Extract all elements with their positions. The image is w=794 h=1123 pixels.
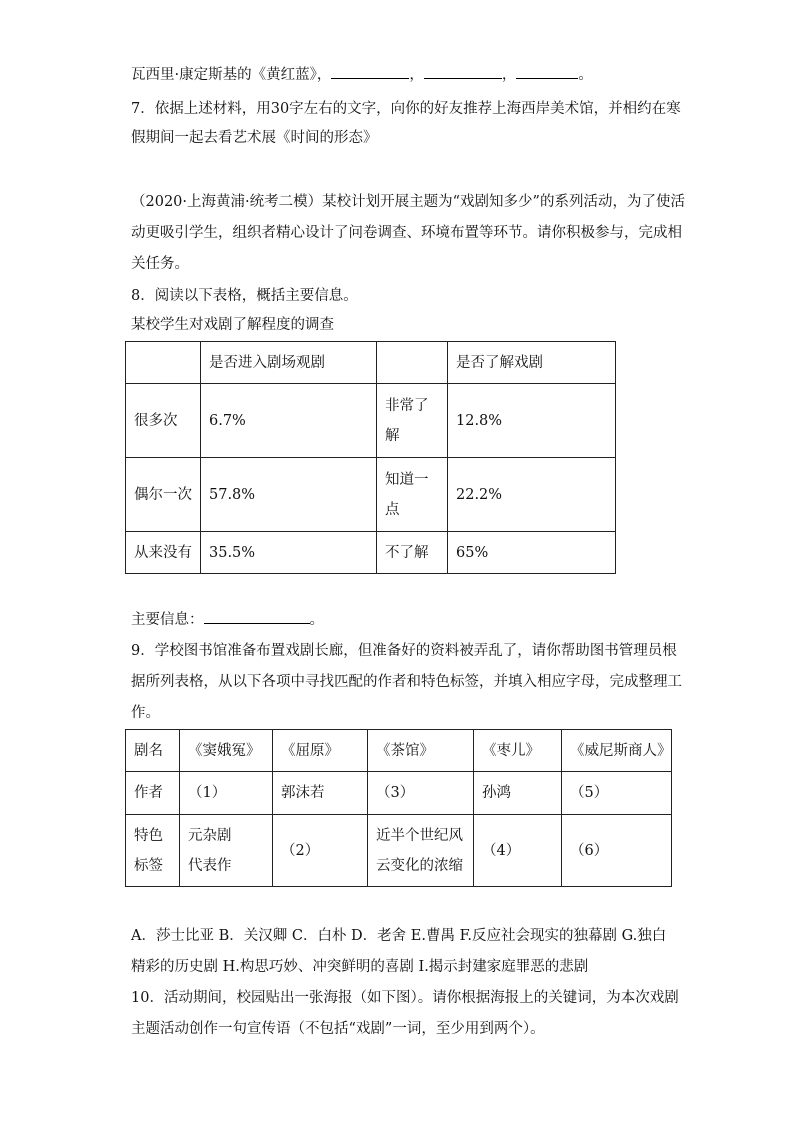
sep: ， (501, 67, 517, 83)
cell-line: 代表作 (188, 857, 232, 874)
intro-line2: 动更吸引学生，组织者精心设计了问卷调查、环境布置等环节。请你积极参与，完成相 (131, 225, 682, 241)
q10-line1: 10．活动期间，校园贴出一张海报（如下图）。请你根据海报上的关键词，为本次戏剧 (131, 990, 679, 1006)
table-cell: 偶尔一次 (126, 458, 201, 532)
intro-line3: 关任务。 (131, 256, 189, 272)
table-row (126, 384, 616, 458)
end-mark: 。 (309, 612, 324, 628)
end-mark: 。 (578, 67, 593, 83)
q6-tail-line (131, 64, 593, 85)
table-cell (377, 458, 448, 532)
q9-options-line1: A．莎士比亚 B．关汉卿 C．白朴 D．老舍 E.曹禺 F.反应社会现实的独幕剧 G.独白 (131, 928, 667, 944)
cell-line: 云变化的浓缩 (376, 857, 463, 874)
table-cell (180, 815, 273, 887)
table-cell: 57.8% (201, 458, 377, 532)
table-cell: （5） (562, 772, 672, 815)
q8-table-title: 某校学生对戏剧了解程度的调查 (131, 317, 334, 333)
table-cell: 孙鸿 (474, 772, 562, 815)
q9-options-line2: 精彩的历史剧 H.构思巧妙、冲突鲜明的喜剧 I.揭示封建家庭罪恶的悲剧 (131, 959, 589, 975)
cell-line: 解 (385, 427, 400, 444)
table-cell: （3） (368, 772, 474, 815)
table-cell: 郭沫若 (273, 772, 368, 815)
cell-line: 知道一 (385, 471, 429, 488)
sep: ， (409, 67, 424, 83)
q9-line1: 9．学校图书馆准备布置戏剧长廊，但准备好的资料被弄乱了，请你帮助图书管理员根 (131, 643, 677, 659)
table-row (126, 772, 672, 815)
table-row (126, 458, 616, 532)
table-row (126, 815, 672, 887)
q10-line2: 主题活动创作一句宣传语（不包括“戏剧”一词，至少用到两个）。 (131, 1021, 545, 1037)
table-cell (368, 815, 474, 887)
table-cell: 是否进入剧场观剧 (201, 342, 377, 384)
q9-line3: 作。 (131, 705, 160, 721)
answer-label: 主要信息： (131, 612, 204, 628)
table-cell: 35.5% (201, 532, 377, 574)
table-cell (377, 384, 448, 458)
intro-line1: （2020·上海黄浦·统考二模）某校计划开展主题为“戏剧知多少”的系列活动，为了使活 (131, 194, 685, 210)
table-cell: （2） (273, 815, 368, 887)
q7-line2: 假期间一起去看艺术展《时间的形态》 (131, 130, 378, 146)
answer-blank[interactable] (204, 609, 310, 624)
q6-tail-text: 瓦西里·康定斯基的《黄红蓝》， (131, 67, 332, 83)
table-cell: 《屈原》 (273, 730, 368, 772)
cell-line: 点 (385, 501, 400, 518)
blank-3[interactable] (516, 64, 578, 79)
blank-1[interactable] (331, 64, 409, 79)
table-row (126, 730, 672, 772)
table-cell: 是否了解戏剧 (448, 342, 616, 384)
cell-line: 元杂剧 (188, 827, 232, 844)
table-cell: 作者 (126, 772, 180, 815)
table-cell: 6.7% (201, 384, 377, 458)
table-row (126, 532, 616, 574)
table-cell: 《茶馆》 (368, 730, 474, 772)
cell-line: 标签 (134, 857, 163, 874)
survey-table (125, 341, 616, 574)
table-row (126, 342, 616, 384)
drama-table (125, 729, 672, 887)
table-cell: 不了解 (377, 532, 448, 574)
table-cell (126, 815, 180, 887)
table-cell: 《枣儿》 (474, 730, 562, 772)
table-cell: 剧名 (126, 730, 180, 772)
table-cell: （4） (474, 815, 562, 887)
blank-2[interactable] (424, 64, 502, 79)
table-cell: 12.8% (448, 384, 616, 458)
q8-prompt: 8．阅读以下表格，概括主要信息。 (131, 288, 358, 304)
table-cell: 很多次 (126, 384, 201, 458)
cell-line: 特色 (134, 827, 163, 844)
cell-line: 近半个世纪风 (376, 827, 463, 844)
table-cell: 《威尼斯商人》 (562, 730, 672, 772)
q7-line1: 7．依据上述材料，用30字左右的文字，向你的好友推荐上海西岸美术馆，并相约在寒 (131, 101, 681, 117)
cell-line: 非常了 (385, 397, 429, 414)
table-cell: （6） (562, 815, 672, 887)
table-cell: 《窦娥冤》 (180, 730, 273, 772)
table-cell: 65% (448, 532, 616, 574)
q8-answer-line (131, 609, 324, 630)
table-cell (126, 342, 201, 384)
table-cell: 从来没有 (126, 532, 201, 574)
table-cell: 22.2% (448, 458, 616, 532)
q9-line2: 据所列表格，从以下各项中寻找匹配的作者和特色标签，并填入相应字母，完成整理工 (131, 674, 682, 690)
table-cell: （1） (180, 772, 273, 815)
table-cell (377, 342, 448, 384)
